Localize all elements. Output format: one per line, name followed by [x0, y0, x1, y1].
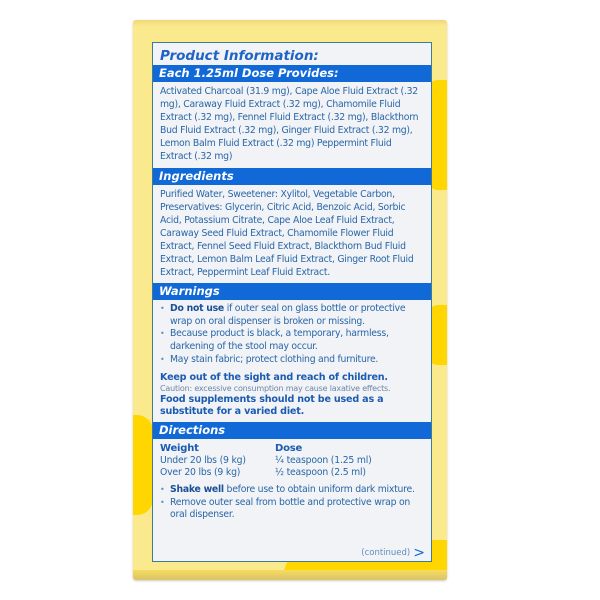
decorative-blob — [133, 415, 153, 515]
weight-cell: Over 20 lbs (9 kg) — [160, 467, 241, 479]
box-bottom-edge — [133, 570, 447, 580]
warnings-list — [153, 300, 431, 366]
continued-indicator — [361, 545, 425, 561]
dose-column — [275, 443, 372, 479]
directions-list — [153, 479, 431, 522]
dose-table — [153, 439, 431, 479]
caution-text: Caution: excessive consumption may cause laxative effects. — [160, 384, 391, 394]
warnings-notice — [153, 366, 431, 422]
dose-header: Dose — [275, 443, 303, 455]
weight-header: Weight — [160, 443, 199, 455]
dose-provides-heading: Each 1.25ml Dose Provides: — [153, 65, 431, 82]
warning-item: • May stain fabric; protect clothing and furniture. — [160, 354, 425, 367]
warnings-heading: Warnings — [153, 283, 431, 300]
dose-cell: ½ teaspoon (2.5 ml) — [275, 467, 366, 479]
directions-heading: Directions — [153, 422, 431, 439]
food-supplements-text: Food supplements should not be used as a substitute for a varied diet. — [160, 394, 384, 418]
weight-cell: Under 20 lbs (9 kg) — [160, 455, 246, 467]
direction-item: • Shake well before use to obtain uniform dark mixture. — [160, 484, 425, 497]
weight-column — [160, 443, 275, 479]
ingredients-heading: Ingredients — [153, 168, 431, 185]
direction-item: • Remove outer seal from bottle and protective wrap on oral dispenser. — [160, 497, 425, 522]
warning-item: • Do not use if outer seal on glass bottle or protective wrap on oral dispenser is broken or missing. — [160, 303, 425, 328]
keep-out-of-reach-text: Keep out of the sight and reach of children. — [160, 372, 388, 384]
continued-label: (continued) — [361, 548, 411, 558]
dose-provides-text: Activated Charcoal (31.9 mg), Cape Aloe Fluid Extract (.32 mg), Caraway Fluid Extract (.32 mg), Chamomile Fluid Extract (.32 mg), Fennel Fluid Extract (.32 mg), Blackthorn Bud Fluid Extract (.32 mg), Ginger Fluid Extract (.32 mg), Lemon Balm Fluid Extract (.32 mg) Peppermint Fluid Extract (.32 mg) — [160, 86, 419, 163]
ingredients-text: Purified Water, Sweetener: Xylitol, Vegetable Carbon, Preservatives: Glycerin, Citric Acid, Benzoic Acid, Sorbic Acid, Potassium Citrate, Cape Aloe Leaf Fluid Extract, Caraway Seed Fluid Extract, Chamomile Flower Fluid Extract, Fennel Seed Fluid Extract, Blackthorn Bud Fluid Extract, Lemon Balm Leaf Fluid Extract, Ginger Root Fluid Extract, Peppermint Leaf Fluid Extract. — [160, 188, 414, 279]
dose-cell: ¼ teaspoon (1.25 ml) — [275, 455, 372, 467]
product-information-panel — [152, 42, 432, 562]
warning-item: • Because product is black, a temporary, harmless, darkening of the stool may occur. — [160, 328, 425, 353]
chevron-right-icon: > — [413, 545, 425, 561]
panel-title: Product Information: — [160, 48, 319, 64]
box-top-edge — [133, 20, 447, 26]
